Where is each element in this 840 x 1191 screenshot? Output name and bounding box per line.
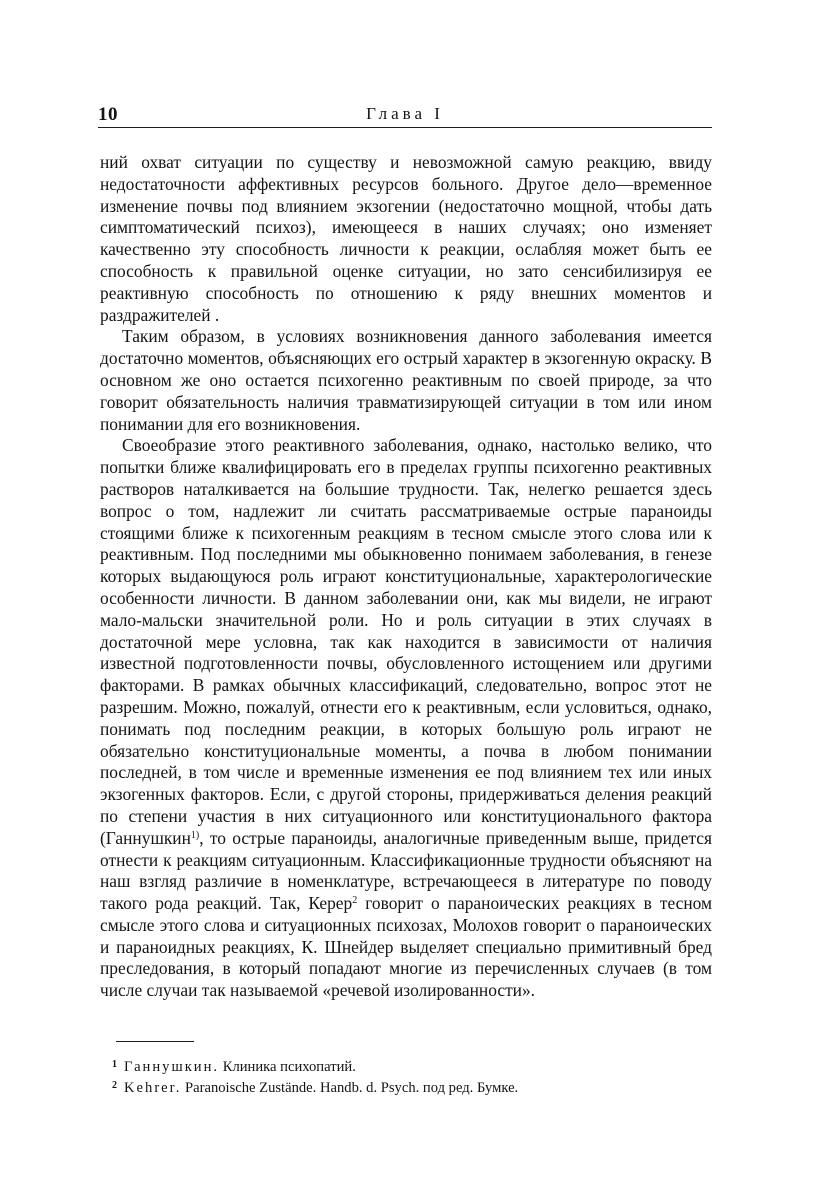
footnote-mark: 1 [112,1059,117,1070]
footnote-mark: 2 [112,1079,117,1091]
footnote-text: Paranoische Zustände. Handb. d. Psych. под ред. Бумке. [181,1079,519,1096]
paragraph-3-part-a: Своеобразие этого реактивного заболевания, однако, настолько велико, что попытки ближе квалифицировать его в пределах группы психогенно реактивных растворов наталкивается на большие трудности. Так, нелегко решается здесь вопрос о том, надлежит ли считать рассматриваемые острые параноиды стоящими ближе к психогенным реакциям в тесном смысле этого слова или к реактивным. Под последними мы обыкновенно понимаем заболевания, в генезе которых выдающуюся роль играют конституциональные, характерологические особенности личности. В данном заболевании они, как мы видели, не играют мало-мальски значительной роли. Но и роль ситуации в этих случаях в достаточной мере условна, так как находится в зависимости от наличия известной подготовленности почвы, обусловленного истощением или другими факторами. В рамках обычных классификаций, следовательно, вопрос этот не разрешим. Можно, пожалуй, отнести его к реактивным, если условиться, однако, понимать под последним реакции, в которых большую роль играют не обязательно конституциональные моменты, а почва в любом понимании последней, в том числе и временные изменения ее под влиянием тех или иных экзогенных факторов. Если, с другой стороны, придерживаться деления реакций по степени участия в них ситуационного или конституционального фактора (Ганнушкин [100,435,712,848]
footnote-1 [112,1056,712,1077]
paragraph-3-part-b: , то острые параноиды, аналогичные приведенным выше, придется отнести к реакциям ситуационным. Классификационные трудности объясняют на наш взгляд различие в номенклатуре, встречающееся в литературе по поводу такого рода реакций. Так, Керер [100,827,712,914]
header-rule [98,127,712,128]
footnote-2 [112,1077,712,1098]
page-number: 10 [98,104,118,125]
paragraph-3-part-c: говорит о параноических реакциях в тесном смысле этого слова и ситуационных психозах, Молохов говорит о параноических и параноидных реакциях, К. Шнейдер выделяет специально примитивный бред преследования, в который попадают многие из перечисленных случаев (в том числе случаи так называемой «речевой изолированности». [100,893,712,1001]
footnotes [112,1056,712,1097]
page-header [98,104,712,128]
paragraph-2: Таким образом, в условиях возникновения данного заболевания имеется достаточно моментов, объясняющих его острый характер в экзогенную окраску. В основном же оно остается психогенно реактивным по своей природе, за что говорит обязательность наличия травматизирующей ситуации в том или ином понимании для его возникновения. [100,326,712,434]
footnote-ref-2: 2 [352,895,358,907]
paragraph-3 [100,435,712,1002]
footnote-author: Ганнушкин. [124,1059,220,1075]
footnote-author: Kehrer. [124,1079,182,1096]
main-text [100,152,712,1002]
chapter-title: Глава I [366,104,444,123]
footnote-rule [116,1041,194,1042]
paragraph-1: ний охват ситуации по существу и невозможной самую реакцию, ввиду недостаточности аффективных ресурсов больного. Другое дело—временное изменение почвы под влиянием экзогении (недостаточно мощной, чтобы дать симптоматический психоз), имеющееся в наших случаях; оно изменяет качественно эту способность личности к реакции, ослабляя может быть ее способность к правильной оценке ситуации, но зато сенсибилизируя ее реактивную способность по отношению к ряду внешних моментов и раздражителей . [100,152,712,325]
footnote-ref-1: 1) [190,829,200,841]
footnote-text: Клиника психопатий. [219,1059,356,1075]
